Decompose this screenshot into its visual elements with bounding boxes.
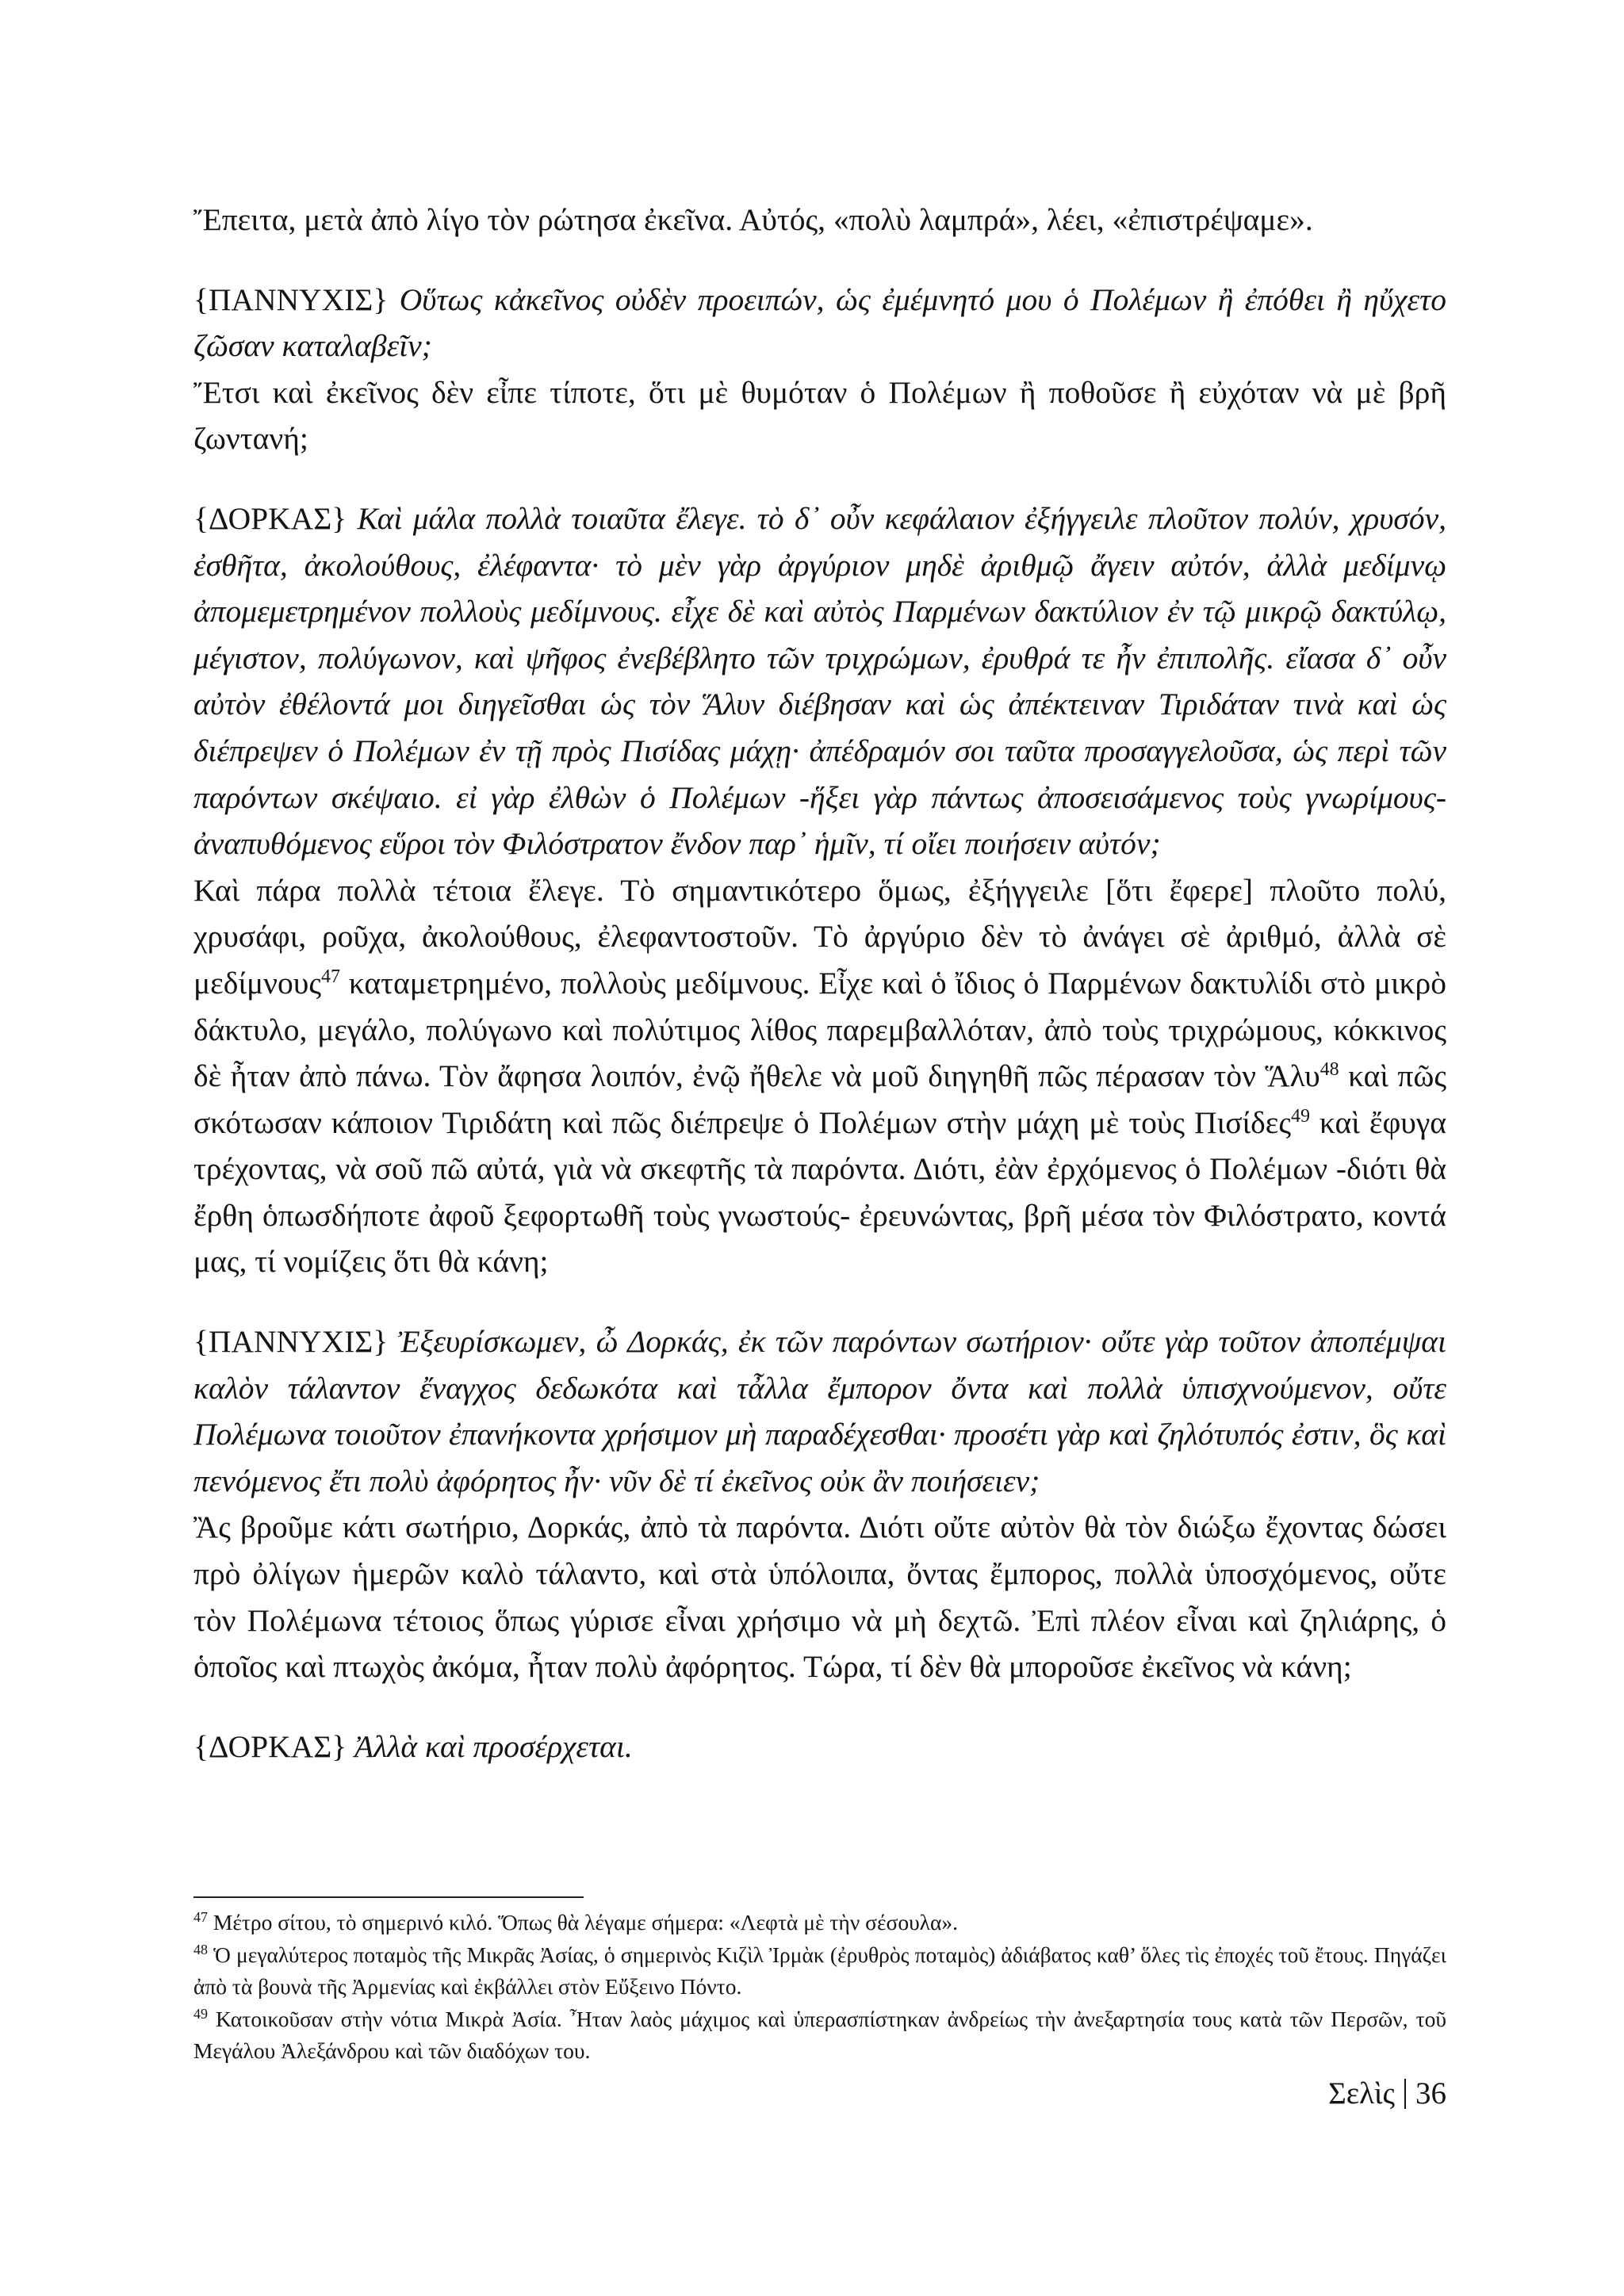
footnote-separator (193, 1896, 584, 1898)
speaker-label: {ΔΟΡΚΑΣ} (193, 1728, 347, 1764)
footnote-47 (193, 1907, 1446, 1939)
footnote-text: Κατοικοῦσαν στὴν νότια Μικρὰ Ἀσία. Ἦταν λαὸς μάχιμος καὶ ὑπερασπίστηκαν ἀνδρείως τὴν ἀνεξαρτησία τους κατὰ τῶν Περσῶν, τοῦ Μεγάλου Ἀλεξάνδρου καὶ τῶν διαδόχων του. (193, 2006, 1446, 2063)
footnote-text: Ὁ μεγαλύτερος ποταμὸς τῆς Μικρᾶς Ἀσίας, ὁ σημερινὸς Κιζὶλ Ἰρμὰκ (ἐρυθρὸς ποταμὸς) ἀδιάβατος καθ’ ὅλες τὶς ἐποχές τοῦ ἔτους. Πηγάζει ἀπὸ τὰ βουνὰ τῆς Ἀρμενίας καὶ ἐκβάλλει στὸν Εὔξεινο Πόντο. (193, 1942, 1447, 1999)
translation-part: καὶ πῶς σκότωσαν κάποιον Τιριδάτη καὶ πῶς διέπρεψε ὁ Πολέμων στὴν μάχη μὲ τοὺς Πισίδες (193, 1058, 1446, 1140)
speaker-label: {ΔΟΡΚΑΣ} (193, 500, 347, 536)
footnote-number: 49 (193, 2005, 208, 2022)
footnote-ref-49: 49 (1290, 1105, 1310, 1127)
speaker-label: {ΠΑΝΝΥΧΙΣ} (193, 281, 389, 317)
greek-text (193, 1318, 1446, 1504)
greek-line: Οὕτως κἀκεῖνος οὐδὲν προειπών, ὡς ἐμέμνητό μου ὁ Πολέμων ἢ ἐπόθει ἢ ηὔχετο ζῶσαν καταλαβεῖν; (193, 281, 1446, 364)
footnote-48 (193, 1939, 1446, 2003)
footnote-ref-47: 47 (321, 966, 340, 987)
footnote-ref-48: 48 (1320, 1058, 1339, 1080)
translation-part: Καὶ πάρα πολλὰ τέτοια ἔλεγε. Τὸ σημαντικότερο ὅμως, ἐξήγγειλε [ὅτι ἔφερε] πλοῦτο πολύ, χρυσάφι, ροῦχα, ἀκολούθους, ἐλεφαντοστοῦν. Τὸ ἀργύριο δὲν τὸ ἀνάγει σὲ ἀριθμό, ἀλλὰ σὲ μεδίμνους (193, 872, 1446, 1001)
greek-text (193, 496, 1446, 867)
footnote-text: Μέτρο σίτου, τὸ σημερινό κιλό. Ὅπως θὰ λέγαμε σήμερα: «Λεφτὰ μὲ τὴν σέσουλα». (213, 1910, 959, 1934)
page-label: Σελὶς (1328, 2076, 1395, 2110)
greek-text (193, 1724, 1446, 1770)
divider (1404, 2079, 1406, 2109)
translation-text (193, 867, 1446, 1285)
dialogue-block-dorkas-2 (193, 1724, 1446, 1770)
translation-text: Ἂς βροῦμε κάτι σωτήριο, Δορκάς, ἀπὸ τὰ παρόντα. Διότι οὔτε αὐτὸν θὰ τὸν διώξω ἔχοντας δώσει πρὸ ὀλίγων ἡμερῶν καλὸ τάλαντο, καὶ στὰ ὑπόλοιπα, ὄντας ἔμπορος, πολλὰ ὑποσχόμενος, οὔτε τὸν Πολέμωνα τέτοιος ὅπως γύρισε εἶναι χρήσιμο νὰ μὴ δεχτῶ. Ἐπὶ πλέον εἶναι καὶ ζηλιάρης, ὁ ὁποῖος καὶ πτωχὸς ἀκόμα, ἦταν πολὺ ἀφόρητος. Τώρα, τί δὲν θὰ μποροῦσε ἐκεῖνος νὰ κάνη; (193, 1510, 1446, 1685)
footnote-number: 47 (193, 1908, 208, 1925)
dialogue-block-dorkas-1 (193, 496, 1446, 1285)
speaker-label: {ΠΑΝΝΥΧΙΣ} (193, 1324, 389, 1360)
footnotes (193, 1907, 1446, 2068)
greek-line: Καὶ μάλα πολλὰ τοιαῦτα ἔλεγε. τὸ δ᾽ οὖν κεφάλαιον ἐξήγγειλε πλοῦτον πολύν, χρυσόν, ἐσθῆτα, ἀκολούθους, ἐλέφαντα· τὸ μὲν γὰρ ἀργύριον μηδὲ ἀριθμῷ ἄγειν αὐτόν, ἀλλὰ μεδίμνῳ ἀπομεμετρημένον πολλοὺς μεδίμνους. εἶχε δὲ καὶ αὐτὸς Παρμένων δακτύλιον ἐν τῷ μικρῷ δακτύλῳ, μέγιστον, πολύγωνον, καὶ ψῆφος ἐνεβέβλητο τῶν τριχρώμων, ἐρυθρά τε ἦν ἐπιπολῆς. εἴασα δ᾽ οὖν αὐτὸν ἐθέλοντά μοι διηγεῖσθαι ὡς τὸν Ἅλυν διέβησαν καὶ ὡς ἀπέκτειναν Τιριδάταν τινὰ καὶ ὡς διέπρεψεν ὁ Πολέμων ἐν τῇ πρὸς Πισίδας μάχῃ· ἀπέδραμόν σοι ταῦτα προσαγγελοῦσα, ὡς περὶ τῶν παρόντων σκέψαιο. εἰ γὰρ ἐλθὼν ὁ Πολέμων -ἥξει γὰρ πάντως ἀποσεισάμενος τοὺς γνωρίμους- ἀναπυθόμενος εὕροι τὸν Φιλόστρατον ἔνδον παρ᾽ ἡμῖν, τί οἴει ποιήσειν αὐτόν; (193, 500, 1446, 862)
greek-line: Ἐξευρίσκωμεν, ὦ Δορκάς, ἐκ τῶν παρόντων σωτήριον· οὔτε γὰρ τοῦτον ἀποπέμψαι καλὸν τάλαντον ἔναγχος δεδωκότα καὶ τἆλλα ἔμπορον ὄντα καὶ πολλὰ ὑπισχνούμενον, οὔτε Πολέμωνα τοιοῦτον ἐπανήκοντα χρήσιμον μὴ παραδέχεσθαι· προσέτι γὰρ καὶ ζηλότυπός ἐστιν, ὃς καὶ πενόμενος ἔτι πολὺ ἀφόρητος ἦν· νῦν δὲ τί ἐκεῖνος οὐκ ἂν ποιήσειεν; (193, 1324, 1447, 1498)
translation-part: καταμετρημένο, πολλοὺς μεδίμνους. Εἶχε καὶ ὁ ἴδιος ὁ Παρμένων δακτυλίδι στὸ μικρὸ δάκτυλο, μεγάλο, πολύγωνο καὶ πολύτιμος λίθος παρεμβαλλόταν, ἀπὸ τοὺς τριχρώμους, κόκκινος δὲ ἦταν ἀπὸ πάνω. Τὸν ἄφησα λοιπόν, ἐνῷ ἤθελε νὰ μοῦ διηγηθῆ πῶς πέρασαν τὸν Ἅλυ (193, 965, 1446, 1094)
page-body (193, 197, 1446, 1770)
dialogue-block-pannychis-1 (193, 277, 1446, 462)
greek-text (193, 277, 1446, 369)
page-number (1328, 2075, 1446, 2113)
dialogue-block-pannychis-2 (193, 1318, 1446, 1690)
footnote-49 (193, 2003, 1446, 2068)
greek-line: Ἀλλὰ καὶ προσέρχεται. (354, 1728, 633, 1764)
page-number-value: 36 (1415, 2076, 1446, 2110)
intro-paragraph: Ἔπειτα, μετὰ ἀπὸ λίγο τὸν ρώτησα ἐκεῖνα. Αὐτός, «πολὺ λαμπρά», λέει, «ἐπιστρέψαμε». (193, 202, 1313, 237)
footnote-number: 48 (193, 1941, 208, 1957)
translation-text: Ἔτσι καὶ ἐκεῖνος δὲν εἶπε τίποτε, ὅτι μὲ θυμόταν ὁ Πολέμων ἢ ποθοῦσε ἢ εὐχόταν νὰ μὲ βρῆ ζωντανή; (193, 374, 1446, 457)
translation-part: καὶ ἔφυγα τρέχοντας, νὰ σοῦ πῶ αὐτά, γιὰ νὰ σκεφτῆς τὰ παρόντα. Διότι, ἐὰν ἐρχόμενος ὁ Πολέμων -διότι θὰ ἔρθη ὁπωσδήποτε ἀφοῦ ξεφορτωθῆ τοὺς γνωστούς- ἐρευνώντας, βρῆ μέσα τὸν Φιλόστρατο, κοντά μας, τί νομίζεις ὅτι θὰ κάνη; (193, 1104, 1446, 1280)
